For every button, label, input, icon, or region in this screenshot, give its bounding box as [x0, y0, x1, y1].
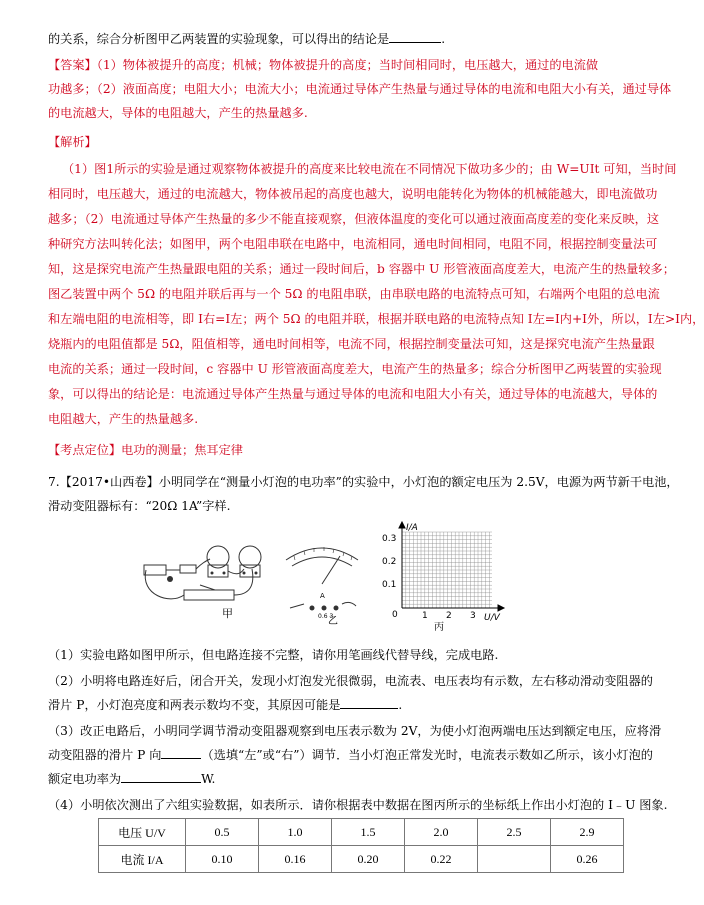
origin-label: 0 — [392, 610, 398, 620]
table-cell: 0.26 — [551, 846, 624, 873]
analysis-line-1: （1）图1所示的实验是通过观察物体被提升的高度来比较电流在不同情况下做功多少的；由 W=UIt 可知，当时间 — [62, 162, 677, 176]
answer-line-1: 【答案】（1）物体被提升的高度；机械；物体被提升的高度；当时间相同时，电压越大，通过的电流做 — [48, 58, 599, 72]
terminal-icon — [334, 606, 339, 611]
ammeter-terminals: 0.6 3 — [318, 613, 334, 620]
table-cell: 0.20 — [332, 846, 405, 873]
x-axis-arrow — [498, 605, 504, 611]
y-tick-label: 0.1 — [382, 580, 397, 590]
analysis-line-5: 知，这是探究电流产生热量跟电阻的关系；通过一段时间后，b 容器中 U 形管液面高度差大，电流产生的热量较多； — [48, 262, 675, 276]
sub-1: （1）实验电路如图甲所示，但电路连接不完整，请你用笔画线代替导线，完成电路. — [48, 648, 499, 662]
analysis-line-10: 象，可以得出的结论是：电流通过导体产生热量与通过导体的电流和电阻大小有关，通过导体的电流越大，导体的 — [48, 387, 658, 401]
switch-icon — [180, 565, 196, 573]
circuit-figure-jia — [140, 535, 265, 620]
q7-line-1: 7.【2017•山西卷】小明同学在“测量小灯泡的电功率”的实验中，小灯泡的额定电压为 2.5V，电源为两节新干电池， — [48, 475, 679, 489]
table-cell: 0.22 — [405, 846, 478, 873]
sub-3-line-2: 动变阻器的滑片 P 向 （选填“左”或“右”）调节．当小灯泡正常发光时，电流表示数如乙所示，该小灯泡的 — [48, 748, 653, 762]
table-row — [99, 846, 624, 873]
row-header: 电压 U/V — [99, 819, 186, 846]
analysis-line-11: 电阻越大，产生的热量越多. — [48, 412, 199, 426]
power-blank — [121, 770, 201, 783]
x-tick-label: 3 — [470, 611, 476, 621]
answer-line-3: 的电流越大，导体的电阻越大，产生的热量越多. — [48, 106, 308, 120]
direction-blank — [161, 746, 201, 759]
sub-3-line-3: 额定电功率为 W. — [48, 772, 216, 786]
analysis-line-7: 和左端电阻的电流相等，即 I右=I左；两个 5Ω 的电阻并联，根据并联电路的电流特点知 I左=I内+I外，所以，I左>I内， — [48, 312, 704, 326]
table-row — [99, 819, 624, 846]
y-axis-label: I/A — [406, 523, 418, 533]
answer-tag: 【答案】 — [48, 58, 97, 72]
q7-line-2: 滑动变阻器标有：“20Ω 1A”字样. — [48, 499, 231, 513]
analysis-line-3: 越多；（2）电流通过导体产生热量的多少不能直接观察，但液体温度的变化可以通过液面高度差的变化来反映，这 — [48, 212, 660, 226]
table-cell: 2.0 — [405, 819, 478, 846]
ammeter-needle — [322, 556, 340, 584]
table-cell: 0.5 — [186, 819, 259, 846]
row-header: 电流 I/A — [99, 846, 186, 873]
label-bing: 丙 — [434, 622, 444, 633]
bulb-icon — [167, 576, 173, 582]
table-cell: 2.5 — [478, 819, 551, 846]
x-tick-label: 2 — [446, 611, 452, 621]
sub-3-line-1: （3）改正电路后，小明同学调节滑动变阻器观察到电压表示数为 2V，为使小灯泡两端电压达到额定电压，应将滑 — [48, 724, 662, 738]
battery-icon — [144, 565, 166, 575]
terminal-icon — [322, 606, 327, 611]
answer-blank — [389, 30, 441, 43]
y-tick-label: 0.2 — [382, 557, 397, 567]
iu-graph-bing — [378, 520, 518, 632]
analysis-tag: 【解析】 — [48, 135, 97, 149]
table-cell: 2.9 — [551, 819, 624, 846]
reason-blank — [340, 696, 398, 709]
x-axis-label: U/V — [484, 613, 500, 623]
table-cell: 1.5 — [332, 819, 405, 846]
analysis-line-8: 烧瓶内的电阻值都是 5Ω，阻值相等，通电时间相等，电流不同，根据控制变量法可知，这是探究电流产生热量跟 — [48, 337, 655, 351]
intro-line: 的关系，综合分析图甲乙两装置的实验现象，可以得出的结论是 . — [48, 32, 446, 46]
table-cell — [478, 846, 551, 873]
analysis-line-4: 种研究方法叫转化法；如图甲，两个电阻串联在电路中，电流相同，通电时间相同，电阻不同，根据控制变量法可 — [48, 237, 658, 251]
analysis-line-6: 图乙装置中两个 5Ω 的电阻并联后再与一个 5Ω 的电阻串联，由串联电路的电流特点可知，右端两个电阻的总电流 — [48, 287, 660, 301]
ammeter-unit: A — [320, 592, 325, 600]
answer-line-2: 功越多；（2）液面高度；电阻大小；电流大小；电流通过导体产生热量与通过导体的电流和电阻大小有关，通过导体 — [48, 82, 672, 96]
y-tick-label: 0.3 — [382, 534, 397, 544]
terminal-icon — [310, 606, 315, 611]
kaodian-line: 【考点定位】电功的测量；焦耳定律 — [48, 443, 243, 457]
data-table — [98, 818, 624, 873]
y-axis-arrow — [399, 522, 405, 528]
analysis-line-2: 相同时，电压越大，通过的电流越大，物体被吊起的高度也越大，说明电能转化为物体的机械能越大，即电流做功 — [48, 187, 658, 201]
label-jia: 甲 — [222, 607, 233, 620]
rheostat-icon — [184, 590, 234, 600]
ammeter-figure-yi — [282, 540, 362, 625]
table-cell: 0.10 — [186, 846, 259, 873]
table-cell: 1.0 — [259, 819, 332, 846]
sub-4: （4）小明依次测出了六组实验数据，如表所示．请你根据表中数据在图丙所示的坐标纸上作出小灯泡的 I﹣U 图象. — [48, 798, 668, 812]
sub-2-line-2: 滑片 P，小灯泡亮度和两表示数均不变，其原因可能是 . — [48, 698, 403, 712]
x-tick-label: 1 — [422, 611, 428, 621]
analysis-line-9: 电流的关系；通过一段时间，c 容器中 U 形管液面高度差大，电流产生的热量多；综合分析图甲乙两装置的实验现 — [48, 362, 662, 376]
label-yi: 乙 — [328, 616, 338, 627]
table-cell: 0.16 — [259, 846, 332, 873]
sub-2-line-1: （2）小明将电路连好后，闭合开关，发现小灯泡发光很微弱，电流表、电压表均有示数，左右移动滑动变阻器的 — [48, 674, 653, 688]
